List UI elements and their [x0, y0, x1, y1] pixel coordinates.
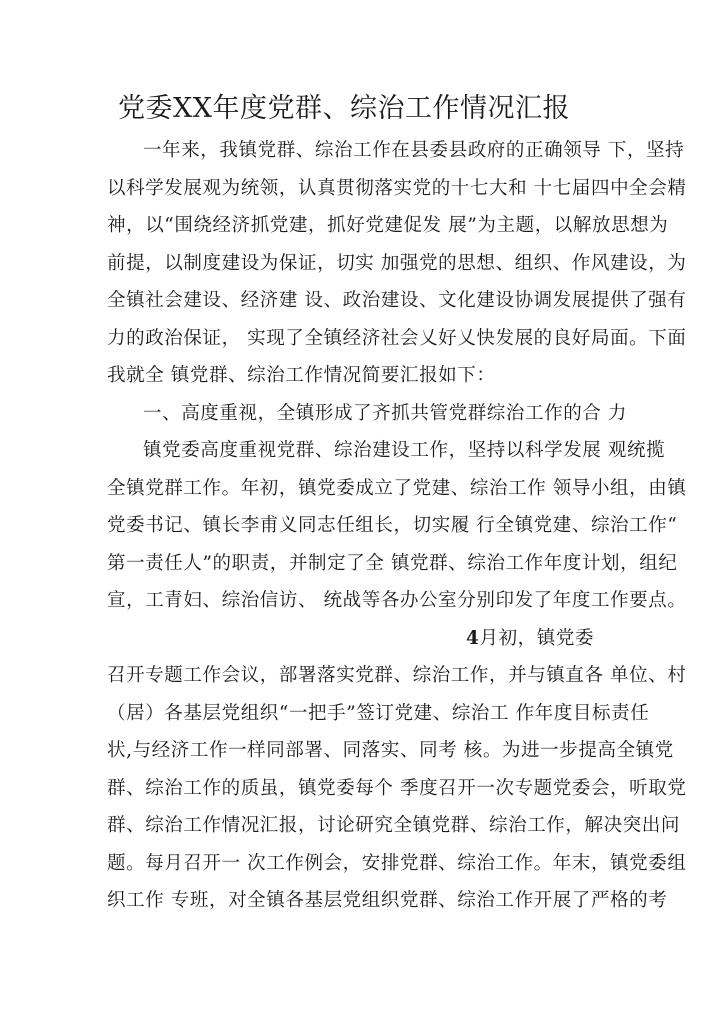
paragraph-line: 全镇党群工作。年初，镇党委成立了党建、综治工作 领导小组，由镇	[107, 478, 687, 499]
paragraph-line: 前提，以制度建设为保证，切实 加强党的思想、组织、作风建设，为	[107, 253, 687, 274]
paragraph-line: 以科学发展观为统领，认真贯彻落实党的十七大和 十七届四中全会精	[107, 178, 687, 199]
paragraph-line: 织工作 专班，对全镇各基层党组织党群、综治工作开展了严格的考	[107, 890, 668, 911]
paragraph-line: 题。每月召开一 次工作例会，安排党群、综治工作。年末，镇党委组	[107, 853, 687, 874]
paragraph-line: 第一责任人”的职责，并制定了全 镇党群、综治工作年度计划，组纪	[107, 553, 678, 574]
paragraph-line	[466, 630, 594, 649]
paragraph-line: 力的政治保证， 实现了全镇经济社会乂好乂快发展的良好局面。下面	[107, 328, 687, 349]
paragraph-line: 群、综治工作的质虽，镇党委每个 季度召开一次专题党委会，听取党	[107, 778, 687, 799]
paragraph-line: （居）各基层党组织“一把手”签订党建、综治工 作年度目标责任	[107, 703, 650, 724]
section-heading: 一、高度重视，全镇形成了齐抓共管党群综治工作的合 力	[143, 403, 627, 424]
paragraph-line: 全镇社会建设、经济建 设、政治建设、文化建设协调发展提供了强有	[107, 290, 687, 311]
month-text: 月初，镇党委	[479, 628, 595, 649]
paragraph-line: 神，以“围绕经济抓党建，抓好党建促发 展”为主题，以解放思想为	[107, 215, 669, 236]
paragraph-line: 一年来，我镇党群、综治工作在县委县政府的正确领导 下，坚持	[143, 140, 685, 161]
paragraph-line: 群、综治工作情况汇报，讨论研究全镇党群、综治工作，解决突出问	[107, 815, 681, 836]
paragraph-line: 我就全 镇党群、综治工作情况简要汇报如下：	[107, 365, 496, 386]
paragraph-line: 党委书记、镇长李甫义同志任组长，切实履 行全镇党建、综治工作“	[107, 515, 678, 536]
month-number: 4	[466, 628, 480, 649]
document-title: 党委XX年度党群、综治工作情况汇报	[118, 93, 570, 124]
paragraph-line: 召开专题工作会议，部署落实党群、综治工作，并与镇直各 单位、村	[107, 665, 687, 686]
paragraph-line: 宣，工青妇、综治信访、 统战等各办公室分别印发了年度工作要点。	[107, 590, 687, 611]
paragraph-line: 状,与经济工作一样同部署、同落实、同考 核。为进一步提高全镇党	[107, 740, 674, 761]
paragraph-line: 镇党委高度重视党群、综治建设工作，坚持以科学发展 观统揽	[143, 440, 666, 461]
